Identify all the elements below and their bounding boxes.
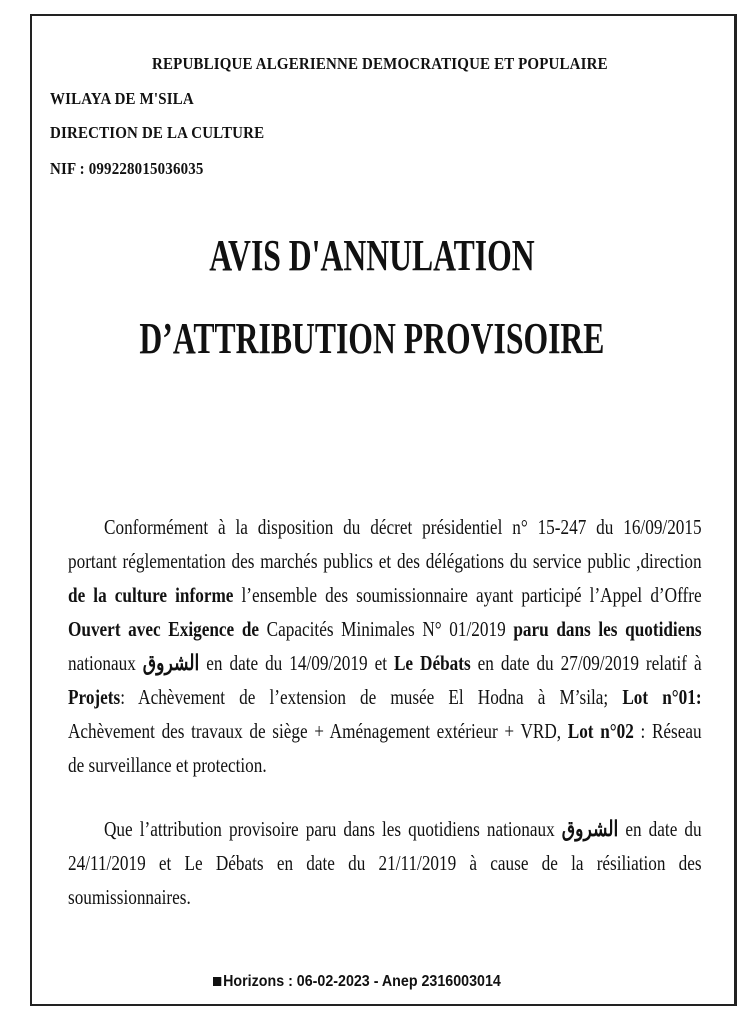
text-segment: الشروق xyxy=(561,817,619,841)
paragraph-decree xyxy=(68,510,702,782)
text-segment: : Réseau xyxy=(633,719,702,743)
republic-heading: REPUBLIQUE ALGERIENNE DEMOCRATIQUE ET POPULAIRE xyxy=(152,54,608,73)
text-segment: Conformément à la disposition du décret présidentiel n° 15-247 du 16/09/2015 xyxy=(104,515,702,539)
text-segment: Lot n°01: xyxy=(622,685,702,709)
title-line-1 xyxy=(0,230,744,281)
text-line xyxy=(68,544,702,578)
text-line xyxy=(68,846,702,880)
text-segment: Achèvement des travaux de siège + Aménagement extérieur + VRD, xyxy=(68,719,568,743)
title-line-2 xyxy=(0,313,744,364)
title-text-1: AVIS D'ANNULATION xyxy=(209,231,535,280)
text-line xyxy=(68,812,702,846)
direction-heading: DIRECTION DE LA CULTURE xyxy=(50,123,265,142)
text-line xyxy=(68,880,702,914)
text-segment: de la culture informe xyxy=(68,583,234,607)
text-line xyxy=(68,646,702,680)
text-segment: : Achèvement de l’extension de musée El Hodna à M’sila; xyxy=(120,685,623,709)
text-segment: portant réglementation des marchés publics et des délégations du service public ,direction xyxy=(68,549,702,573)
square-bullet-icon xyxy=(213,977,221,986)
text-segment: Capacités Minimales N° 01/2019 xyxy=(259,617,514,641)
text-segment: de surveillance et protection. xyxy=(68,753,267,777)
text-segment: Le Débats xyxy=(393,651,471,675)
text-segment: nationaux xyxy=(68,651,143,675)
text-segment: Ouvert avec Exigence de xyxy=(68,617,260,641)
text-line xyxy=(68,680,702,714)
title-text-2: D’ATTRIBUTION PROVISOIRE xyxy=(139,314,605,363)
text-segment: en date du 14/09/2019 et xyxy=(199,651,394,675)
footer-text: Horizons : 06-02-2023 - Anep 2316003014 xyxy=(223,973,501,990)
text-segment: soumissionnaires. xyxy=(68,885,191,909)
text-line xyxy=(68,510,702,544)
text-line xyxy=(68,612,702,646)
text-segment: Lot n°02 xyxy=(567,719,634,743)
text-segment: l’ensemble des soumissionnaire ayant participé l’Appel d’Offre xyxy=(233,583,702,607)
text-segment: 24/11/2019 et Le Débats en date du 21/11/2019 à cause de la résiliation des xyxy=(68,851,702,875)
text-segment: الشروق xyxy=(142,651,200,675)
text-line xyxy=(68,748,702,782)
text-segment: Projets xyxy=(68,685,121,709)
wilaya-heading: WILAYA DE M'SILA xyxy=(50,89,194,108)
text-segment: paru dans les quotidiens xyxy=(513,617,702,641)
text-segment: en date du 27/09/2019 relatif à xyxy=(470,651,702,675)
text-line xyxy=(68,578,702,612)
publication-footer xyxy=(213,973,501,991)
text-line xyxy=(68,714,702,748)
text-segment: en date du xyxy=(618,817,702,841)
paragraph-cancellation xyxy=(68,812,702,914)
text-segment: Que l’attribution provisoire paru dans les quotidiens nationaux xyxy=(104,817,562,841)
nif-number: NIF : 099228015036035 xyxy=(50,159,204,178)
